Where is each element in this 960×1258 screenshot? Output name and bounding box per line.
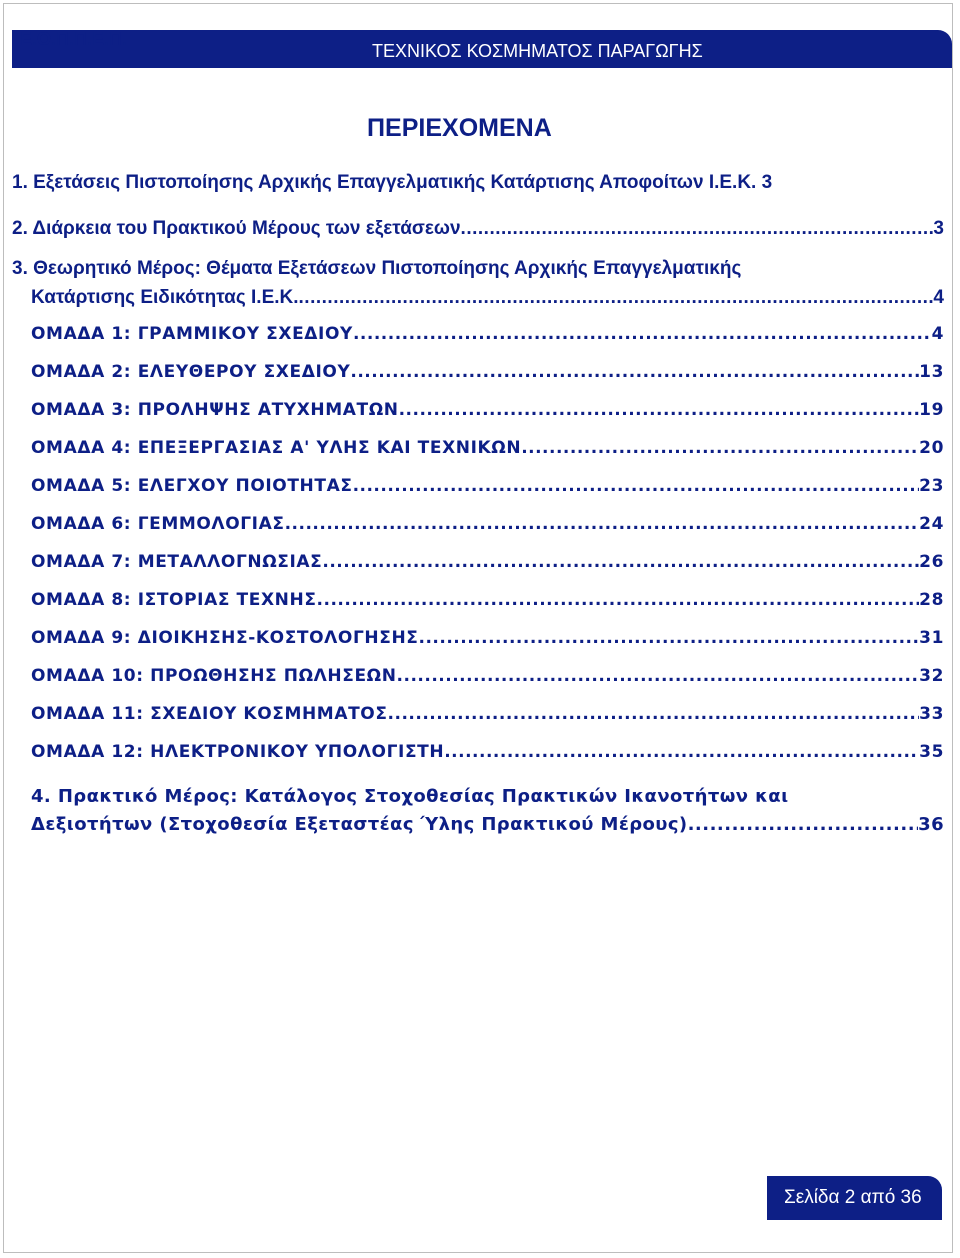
toc-leader-dots (350, 362, 919, 382)
toc-entry-page: 31 (919, 628, 944, 648)
toc-entry-label: ΟΜΑΔΑ 9: ΔΙΟΙΚΗΣΗΣ-ΚΟΣΤΟΛΟΓΗΣΗΣ (31, 628, 419, 648)
toc-leader-dots (388, 704, 920, 724)
toc-leader-dots (399, 400, 920, 420)
toc-group-entry[interactable] (31, 742, 944, 762)
toc-entry-label: 1. Εξετάσεις Πιστοποίησης Αρχικής Επαγγελματικής Κατάρτισης Αποφοίτων Ι.Ε.Κ. 3 (12, 172, 773, 193)
toc-entry-label: ΟΜΑΔΑ 12: ΗΛΕΚΤΡΟΝΙΚΟΥ ΥΠΟΛΟΓΙΣΤΗ (31, 742, 445, 762)
toc-entry-label: 3. Θεωρητικό Μέρος: Θέματα Εξετάσεων Πιστοποίησης Αρχικής Επαγγελματικής (12, 258, 742, 279)
toc-group-entry[interactable] (31, 400, 944, 420)
toc-leader-dots (322, 552, 919, 572)
toc-entry-page: 28 (919, 590, 944, 610)
toc-entry-2[interactable] (12, 218, 944, 240)
toc-group-entry[interactable] (31, 628, 944, 648)
toc-leader-dots (317, 590, 920, 610)
toc-group-entry[interactable] (31, 590, 944, 610)
toc-entry-1[interactable] (12, 172, 944, 194)
toc-entry-label: ΟΜΑΔΑ 7: ΜΕΤΑΛΛΟΓΝΩΣΙΑΣ (31, 552, 323, 572)
toc-entry-label: ΟΜΑΔΑ 6: ΓΕΜΜΟΛΟΓΙΑΣ (31, 514, 285, 534)
header-org: Ε.Ο.Π.Π.Ε.Π. (20, 29, 128, 49)
toc-leader-dots (418, 628, 919, 648)
toc-entry-page: 20 (919, 438, 944, 458)
toc-entry-3-line1[interactable] (12, 258, 944, 280)
toc-entry-label: Δεξιοτήτων (Στοχοθεσία Εξεταστέας Ύλης Πρακτικού Μέρους) (31, 814, 688, 835)
toc-leader-dots (444, 742, 919, 762)
toc-leader-dots (353, 476, 920, 496)
toc-entry-label: ΟΜΑΔΑ 10: ΠΡΟΩΘΗΣΗΣ ΠΩΛΗΣΕΩΝ (31, 666, 397, 686)
toc-group-entry[interactable] (31, 704, 944, 724)
toc-group-entry[interactable] (31, 362, 944, 382)
toc-entry-page: 35 (919, 742, 944, 762)
toc-entry-label: ΟΜΑΔΑ 1: ΓΡΑΜΜΙΚΟΥ ΣΧΕΔΙΟΥ (31, 324, 353, 344)
toc-entry-page: 4 (931, 324, 944, 344)
toc-entry-page: 4 (933, 287, 944, 308)
toc-entry-label: ΟΜΑΔΑ 11: ΣΧΕΔΙΟΥ ΚΟΣΜΗΜΑΤΟΣ (31, 704, 388, 724)
toc-title: ΠΕΡΙΕΧΟΜΕΝΑ (367, 114, 552, 142)
toc-entry-page: 23 (919, 476, 944, 496)
page-number: Σελίδα 2 από 36 (784, 1187, 922, 1208)
toc-group-entry[interactable] (31, 476, 944, 496)
toc-entry-label: 4. Πρακτικό Μέρος: Κατάλογος Στοχοθεσίας Πρακτικών Ικανοτήτων και (31, 786, 789, 807)
toc-entry-page: 3 (933, 218, 944, 239)
toc-entry-page: 13 (919, 362, 944, 382)
toc-entry-label: ΟΜΑΔΑ 4: ΕΠΕΞΕΡΓΑΣΙΑΣ Α' ΥΛΗΣ ΚΑΙ ΤΕΧΝΙΚΩΝ (31, 438, 522, 458)
toc-entry-page: 33 (919, 704, 944, 724)
toc-group-entry[interactable] (31, 438, 944, 458)
toc-entry-label: Κατάρτισης Ειδικότητας Ι.Ε.Κ. (31, 287, 299, 308)
toc-entry-page: 24 (919, 514, 944, 534)
toc-entry-page: 36 (918, 814, 944, 835)
toc-entry-4-line2[interactable] (31, 814, 944, 835)
toc-leader-dots (397, 666, 920, 686)
toc-entry-label: ΟΜΑΔΑ 8: ΙΣΤΟΡΙΑΣ ΤΕΧΝΗΣ (31, 590, 317, 610)
toc-entry-label: ΟΜΑΔΑ 5: ΕΛΕΓΧΟΥ ΠΟΙΟΤΗΤΑΣ (31, 476, 353, 496)
toc-entry-label: ΟΜΑΔΑ 3: ΠΡΟΛΗΨΗΣ ΑΤΥΧΗΜΑΤΩΝ (31, 400, 399, 420)
toc-group-entry[interactable] (31, 666, 944, 686)
toc-leader-dots (688, 814, 919, 835)
toc-entry-page: 26 (919, 552, 944, 572)
toc-leader-dots (285, 514, 920, 534)
toc-group-entry[interactable] (31, 552, 944, 572)
toc-leader-dots (353, 324, 932, 344)
toc-entry-page: 32 (919, 666, 944, 686)
toc-leader-dots (461, 218, 934, 240)
toc-leader-dots (521, 438, 919, 458)
toc-entry-page: 19 (919, 400, 944, 420)
header-title: ΤΕΧΝΙΚΟΣ ΚΟΣΜΗΜΑΤΟΣ ΠΑΡΑΓΩΓΗΣ (372, 41, 703, 61)
toc-leader-dots (299, 287, 934, 309)
toc-group-entry[interactable] (31, 324, 944, 344)
toc-entry-label: ΟΜΑΔΑ 2: ΕΛΕΥΘΕΡΟΥ ΣΧΕΔΙΟΥ (31, 362, 351, 382)
toc-entry-label: 2. Διάρκεια του Πρακτικού Μέρους των εξετάσεων (12, 218, 461, 239)
toc-group-entry[interactable] (31, 514, 944, 534)
toc-entry-4-line1[interactable] (31, 786, 944, 807)
toc-entry-3-line2[interactable] (31, 287, 944, 309)
